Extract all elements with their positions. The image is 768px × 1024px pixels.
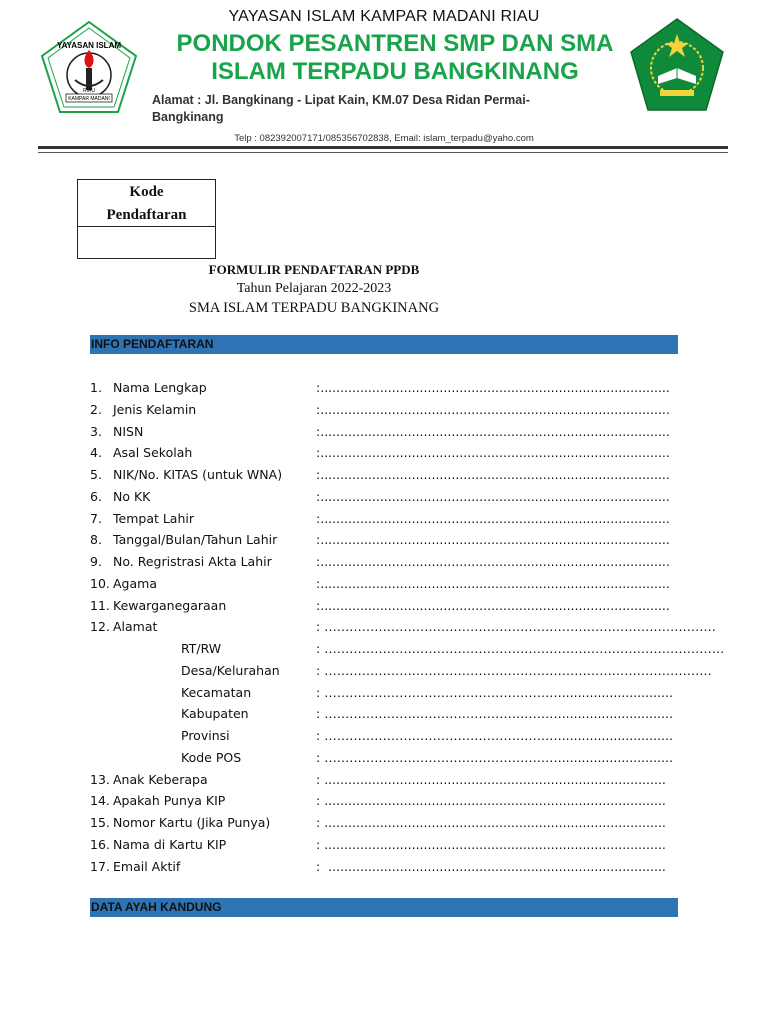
field-separator: : <box>316 510 321 526</box>
field-value: …………………………………………………............................ <box>324 728 673 743</box>
field-value: ..................................................................................... <box>328 858 666 874</box>
field-label: Email Aktif <box>113 858 181 874</box>
school-name-line2: ISLAM TERPADU BANGKINANG <box>211 58 579 85</box>
field-label: Agama <box>113 575 157 591</box>
kode-pendaftaran-box <box>77 179 216 259</box>
address-line2: Bangkinang <box>152 110 224 124</box>
form-field-row <box>90 813 666 833</box>
form-field-row <box>90 443 670 463</box>
field-value: ........................................................................................ <box>320 510 670 526</box>
form-field-row <box>90 770 666 790</box>
field-value: ...................................................................................... <box>324 771 666 787</box>
field-input-line[interactable] <box>316 857 666 877</box>
field-label: Kabupaten <box>181 706 249 722</box>
academic-year: Tahun Pelajaran 2022-2023 <box>236 281 392 296</box>
form-field-row <box>90 617 716 637</box>
field-input-line[interactable] <box>316 378 670 398</box>
field-input-line[interactable] <box>316 487 670 507</box>
field-value: ........................................................................................ <box>320 401 670 417</box>
contact-info: Telp : 082392007171/085356702838, Email: islam_terpadu@yaho.com <box>234 133 534 144</box>
field-input-line[interactable] <box>316 770 666 790</box>
field-value: ........................................................................................ <box>320 597 670 613</box>
field-input-line[interactable] <box>316 835 666 855</box>
field-value: …………………………………………………………………………………. <box>324 619 716 635</box>
field-label: No KK <box>113 488 151 504</box>
field-separator: : <box>316 662 325 678</box>
field-separator: : <box>316 684 325 700</box>
form-field-row <box>90 530 670 550</box>
field-label: Tanggal/Bulan/Tahun Lahir <box>113 532 278 548</box>
field-input-line[interactable] <box>316 465 670 485</box>
field-value: ........................................................................................ <box>320 380 670 395</box>
kode-label-line1: Kode <box>129 184 164 200</box>
left-logo-text-bottom: RIAU <box>83 88 95 94</box>
form-field-row <box>90 400 670 420</box>
field-separator: : <box>316 771 325 787</box>
kode-pendaftaran-value[interactable] <box>78 227 215 257</box>
field-number: 13. <box>90 771 110 787</box>
field-value: ........................................................................................ <box>320 423 670 439</box>
field-label: Asal Sekolah <box>113 445 193 461</box>
foundation-name: YAYASAN ISLAM KAMPAR MADANI RIAU <box>228 8 540 25</box>
field-separator: : <box>316 749 325 765</box>
field-label: Kode POS <box>181 749 242 765</box>
form-field-row <box>90 639 725 659</box>
form-field-row <box>90 552 670 572</box>
form-field-row <box>90 422 670 442</box>
field-label: Provinsi <box>181 728 230 743</box>
field-value: ........................................................................................ <box>320 575 670 591</box>
field-value: ........................................................................................ <box>320 445 670 461</box>
field-number: 6. <box>90 488 102 504</box>
field-separator: : <box>316 815 325 830</box>
field-number: 1. <box>90 380 102 395</box>
field-value: ...................................................................................... <box>324 793 666 809</box>
field-input-line[interactable] <box>316 530 670 550</box>
left-logo-text: YAYASAN ISLAM <box>56 41 122 50</box>
field-input-line[interactable] <box>316 726 673 746</box>
field-separator: : <box>316 554 321 569</box>
field-separator: : <box>316 380 321 395</box>
field-label: Alamat <box>113 619 158 635</box>
form-field-row <box>90 378 670 398</box>
field-value: ........................................................................................ <box>320 467 670 482</box>
yayasan-logo <box>40 20 138 114</box>
field-label: NISN <box>113 423 144 439</box>
field-input-line[interactable] <box>316 552 670 572</box>
form-field-row <box>90 748 673 768</box>
field-input-line[interactable] <box>316 704 673 724</box>
field-number: 14. <box>90 793 110 809</box>
field-input-line[interactable] <box>316 617 716 637</box>
field-separator: : <box>316 728 325 743</box>
field-number: 11. <box>90 597 110 613</box>
header-divider-thin <box>38 152 728 153</box>
field-value: …………………………………………………............................ <box>324 706 673 722</box>
form-field-row <box>90 726 673 746</box>
field-input-line[interactable] <box>316 683 673 703</box>
field-input-line[interactable] <box>316 400 670 420</box>
field-label: Tempat Lahir <box>113 510 195 526</box>
form-field-row <box>90 487 670 507</box>
field-label: Kecamatan <box>181 684 252 700</box>
field-number: 15. <box>90 815 110 830</box>
field-label: Nama di Kartu KIP <box>113 836 227 852</box>
form-field-row <box>90 509 670 529</box>
field-number: 12. <box>90 619 110 635</box>
field-label: Anak Keberapa <box>113 771 208 787</box>
field-separator: : <box>316 641 325 656</box>
field-label: Jenis Kelamin <box>113 401 197 417</box>
field-value: ...................................................................................... <box>324 815 666 830</box>
field-value: ………………………………………………………………………………… <box>324 662 712 678</box>
field-separator: : <box>316 467 321 482</box>
kode-label-line2: Pendaftaran <box>106 207 187 223</box>
form-field-row <box>90 857 666 877</box>
field-input-line[interactable] <box>316 509 670 529</box>
field-separator: : <box>316 597 321 613</box>
form-field-row <box>90 835 666 855</box>
field-input-line[interactable] <box>316 791 666 811</box>
field-label: Kewarganegaraan <box>113 597 227 613</box>
field-number: 16. <box>90 836 110 852</box>
form-field-row <box>90 465 670 485</box>
field-number: 9. <box>90 554 102 569</box>
field-number: 7. <box>90 510 102 526</box>
field-input-line[interactable] <box>316 639 725 659</box>
field-separator: : <box>316 423 321 439</box>
field-separator: : <box>316 793 325 809</box>
field-value: …………………………………………………………………………………… <box>324 641 725 656</box>
field-separator: : <box>316 575 321 591</box>
field-separator: : <box>316 619 325 635</box>
form-title: FORMULIR PENDAFTARAN PPDB <box>208 262 420 277</box>
kode-pendaftaran-label <box>78 180 215 227</box>
form-field-row <box>90 704 673 724</box>
field-value: ...................................................................................... <box>324 836 666 852</box>
field-label: Nomor Kartu (Jika Punya) <box>113 815 271 830</box>
field-value: …………………………………………………............................ <box>324 684 673 700</box>
form-field-row <box>90 791 666 811</box>
field-label: Nama Lengkap <box>113 380 207 395</box>
section-data-ayah: DATA AYAH KANDUNG <box>90 898 678 917</box>
field-input-line[interactable] <box>316 748 673 768</box>
field-value: ........................................................................................ <box>320 488 670 504</box>
field-number: 5. <box>90 467 102 482</box>
address-line1: Alamat : Jl. Bangkinang - Lipat Kain, KM.07 Desa Ridan Permai- <box>152 93 530 107</box>
field-label: NIK/No. KITAS (untuk WNA) <box>113 467 283 482</box>
school-name-line1: PONDOK PESANTREN SMP DAN SMA <box>176 30 614 57</box>
field-number: 2. <box>90 401 102 417</box>
form-field-row <box>90 661 712 681</box>
field-input-line[interactable] <box>316 813 666 833</box>
left-logo-ribbon: KAMPAR MADANI <box>68 96 110 102</box>
field-separator: : <box>316 706 325 722</box>
field-number: 10. <box>90 575 110 591</box>
field-input-line[interactable] <box>316 422 670 442</box>
field-separator: : <box>316 445 321 461</box>
field-number: 4. <box>90 445 102 461</box>
field-label: Apakah Punya KIP <box>113 793 226 809</box>
section-info-pendaftaran: INFO PENDAFTARAN <box>90 335 678 354</box>
field-number: 17. <box>90 858 110 874</box>
field-separator: : <box>316 532 321 548</box>
field-label: No. Regristrasi Akta Lahir <box>113 554 272 569</box>
field-input-line[interactable] <box>316 596 670 616</box>
form-field-row <box>90 596 670 616</box>
field-value: …………………………………………………............................ <box>324 749 673 765</box>
field-value: ........................................................................................ <box>320 554 670 569</box>
field-separator: : <box>316 836 325 852</box>
field-number: 3. <box>90 423 102 439</box>
field-label: RT/RW <box>181 641 222 656</box>
field-separator: : <box>316 488 321 504</box>
school-title: SMA ISLAM TERPADU BANGKINANG <box>188 300 440 316</box>
field-input-line[interactable] <box>316 574 670 594</box>
field-separator: : <box>316 858 329 874</box>
field-value: ........................................................................................ <box>320 532 670 548</box>
field-input-line[interactable] <box>316 443 670 463</box>
field-label: Desa/Kelurahan <box>181 662 280 678</box>
form-field-row <box>90 683 673 703</box>
school-address <box>152 92 592 126</box>
form-field-row <box>90 574 670 594</box>
field-number: 8. <box>90 532 102 548</box>
field-input-line[interactable] <box>316 661 712 681</box>
field-separator: : <box>316 401 321 417</box>
header-divider <box>38 146 728 149</box>
